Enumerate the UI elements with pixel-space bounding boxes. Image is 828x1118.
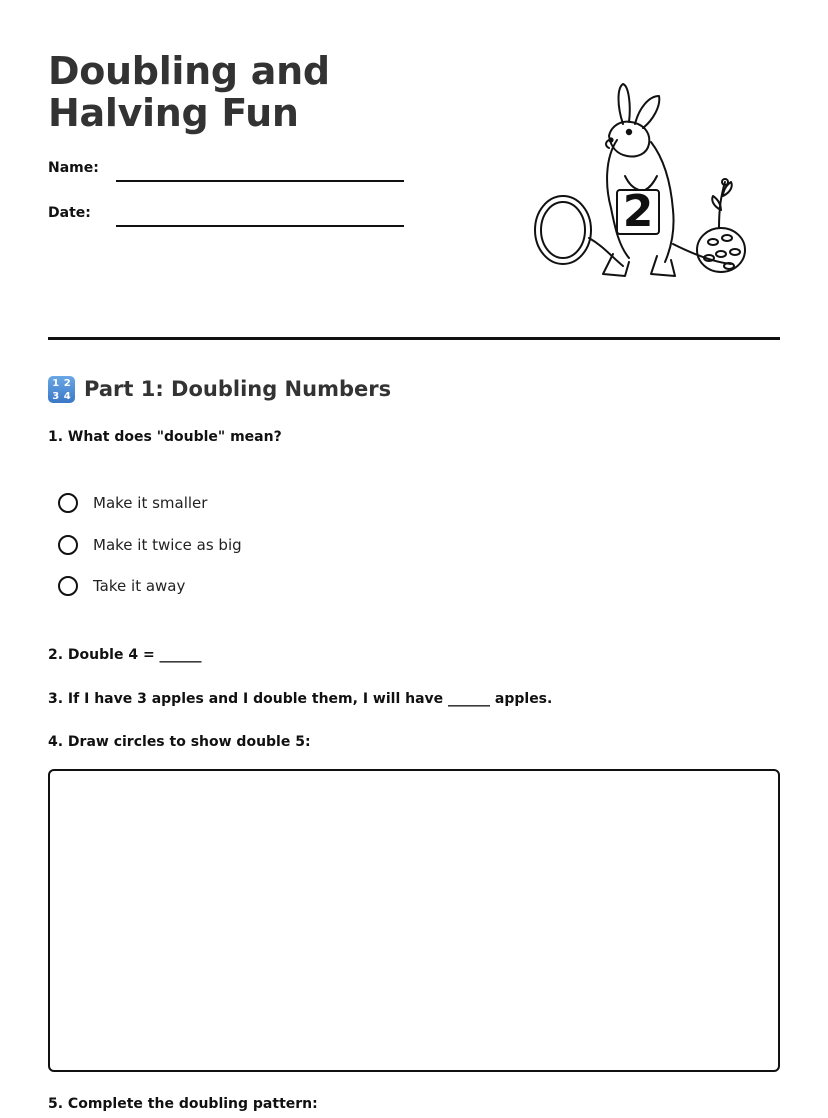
q1-option-take-away[interactable] [58,574,185,598]
drawing-area[interactable] [48,769,780,1072]
name-field[interactable] [116,180,404,182]
date-label: Date: [48,205,91,221]
numbers-icon [48,376,75,403]
header-divider [48,337,780,340]
question-4: 4. Draw circles to show double 5: [48,734,311,750]
question-3: 3. If I have 3 apples and I double them, I will have ______ apples. [48,691,553,707]
worksheet-title: Doubling and Halving Fun [48,49,330,135]
numbers-icon-digit: 1 [52,378,60,389]
numbers-icon-digit: 3 [52,391,60,402]
name-label: Name: [48,160,99,176]
question-5: 5. Complete the doubling pattern: [48,1096,318,1112]
part1-title: Part 1: Doubling Numbers [84,377,392,401]
numbers-icon-digit: 2 [63,378,71,389]
option-label: Make it twice as big [93,536,242,554]
radio-button-icon[interactable] [58,576,78,596]
q1-option-twice[interactable] [58,533,242,557]
radio-button-icon[interactable] [58,493,78,513]
option-label: Make it smaller [93,494,208,512]
question-2: 2. Double 4 = ______ [48,647,202,663]
question-1: 1. What does "double" mean? [48,429,282,445]
date-field[interactable] [116,225,404,227]
option-label: Take it away [93,577,186,595]
numbers-icon-digit: 4 [63,391,71,402]
kangaroo-mascot-icon [525,78,760,288]
mascot-number: 2 [622,186,654,237]
q1-option-smaller[interactable] [58,491,207,515]
radio-button-icon[interactable] [58,535,78,555]
